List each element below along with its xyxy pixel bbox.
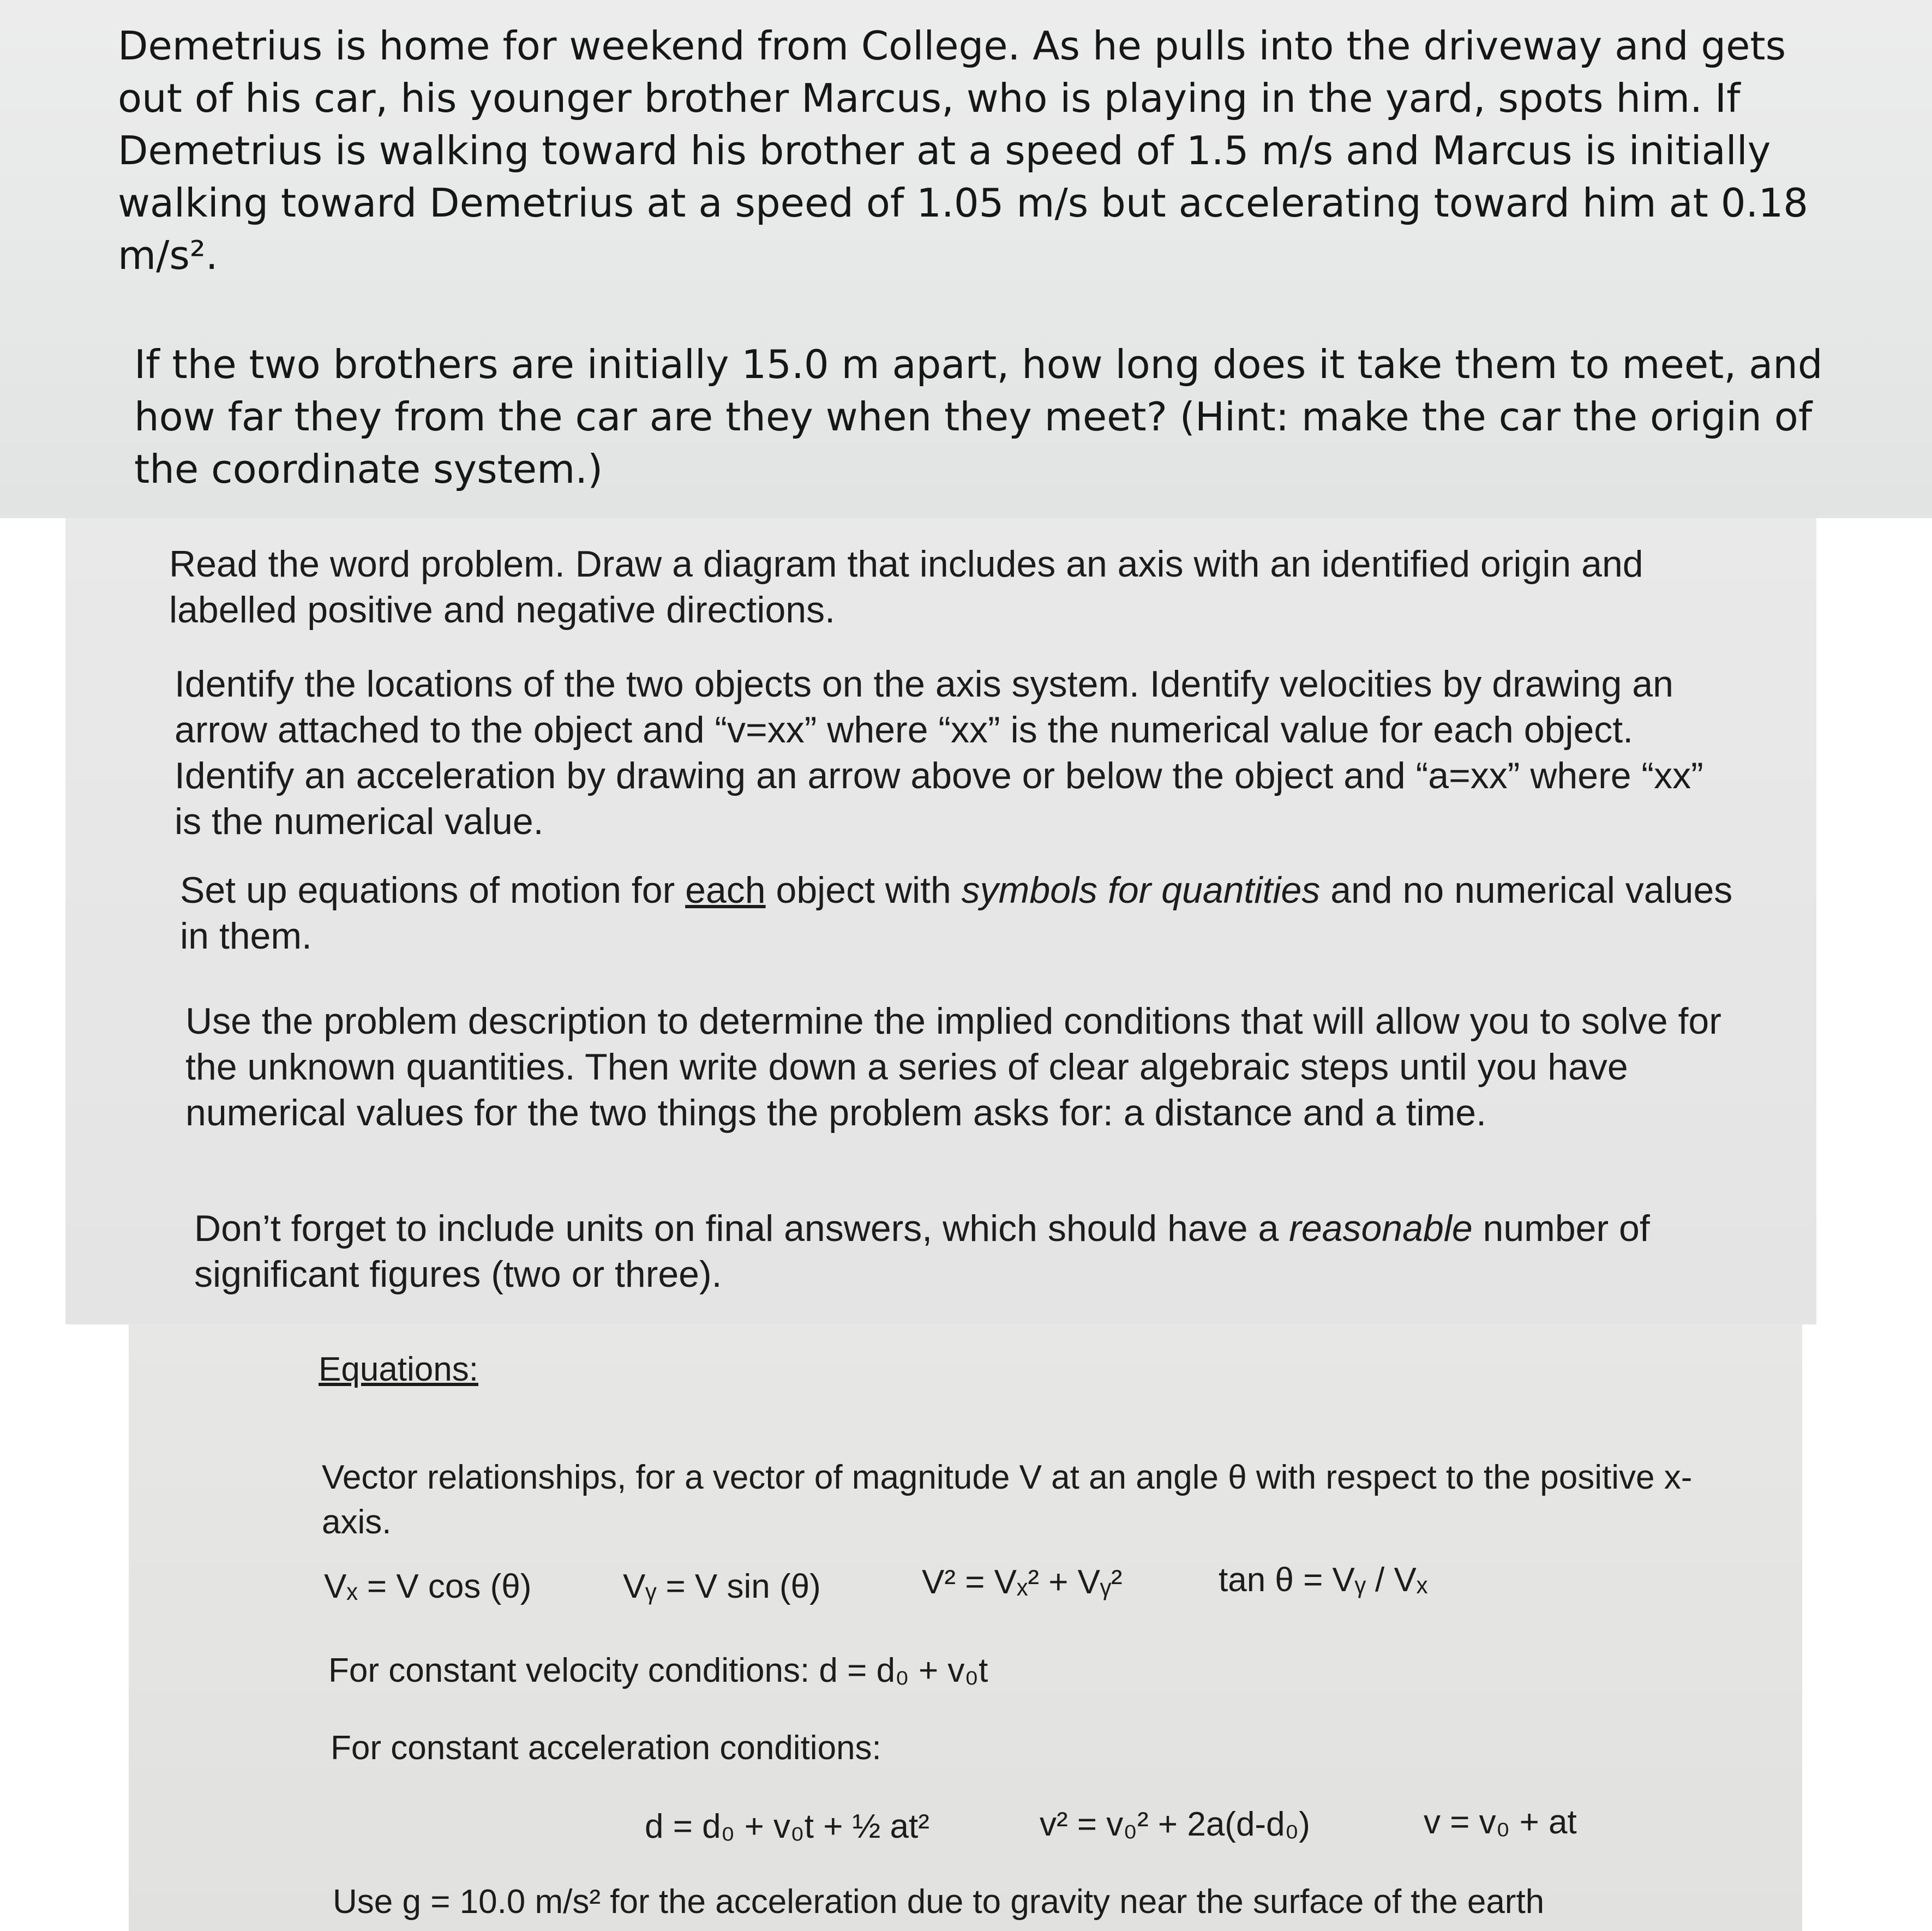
instruction-step-5-text-b: number of significant figures (two or three).	[194, 1208, 1650, 1295]
constant-velocity-equation: For constant velocity conditions: d = d₀ + v₀t	[328, 1652, 988, 1689]
constant-acceleration-label: For constant acceleration conditions:	[331, 1729, 881, 1767]
instruction-step-3-text-a: Set up equations of motion for	[180, 869, 686, 911]
instruction-step-1: Read the word problem. Draw a diagram that includes an axis with an identified origin and labelled positive and negative directions.	[169, 543, 1643, 631]
instruction-step-5-italic: reasonable	[1289, 1208, 1473, 1249]
equations-heading: Equations:	[319, 1351, 478, 1388]
equation-velocity-squared-accel: v² = v₀² + 2a(d-d₀)	[1040, 1806, 1310, 1843]
instruction-step-3-underlined: each	[685, 869, 766, 911]
instruction-step-3-italic: symbols for quantities	[961, 869, 1321, 911]
equation-displacement-accel: d = d₀ + v₀t + ½ at²	[645, 1808, 929, 1845]
equation-vy: Vᵧ = V sin (θ)	[623, 1568, 821, 1605]
problem-paragraph-2: If the two brothers are initially 15.0 m apart, how long does it take them to meet, and how far they from the car are they when they meet? (Hint: make the car the origin of the coordinate system.)	[134, 341, 1823, 492]
instruction-step-2: Identify the locations of the two objects on the axis system. Identify velocities by drawing an arrow attached to the object and “v=xx” where “xx” is the numerical value for each object. Identify an acceleration by drawing an arrow above or below the object and “a=xx” where “xx” is the numerical value.	[175, 663, 1703, 842]
instruction-step-4: Use the problem description to determine the implied conditions that will allow you to solve for the unknown quantities. Then write down a series of clear algebraic steps until you have numerical values for the two things the problem asks for: a distance and a time.	[185, 1000, 1721, 1134]
problem-paragraph-1: Demetrius is home for weekend from College. As he pulls into the driveway and gets out of his car, his younger brother Marcus, who is playing in the yard, spots him. If Demetrius is walking toward his brother at a speed of 1.5 m/s and Marcus is initially walking toward Demetrius at a speed of 1.05 m/s but accelerating toward him at 0.18 m/s².	[118, 23, 1809, 278]
instruction-step-5-text-a: Don’t forget to include units on final answers, which should have a	[194, 1208, 1289, 1249]
equation-vx: Vₓ = V cos (θ)	[324, 1568, 532, 1605]
problem-panel	[0, 0, 1932, 518]
instruction-step-3	[180, 867, 1740, 959]
equations-panel	[129, 1324, 1802, 1931]
instructions-panel	[65, 518, 1816, 1324]
instruction-step-3-text-b: object with	[765, 869, 962, 911]
instruction-step-3-text-c: and no numerical values in them.	[180, 869, 1733, 957]
equation-tan-theta: tan θ = Vᵧ / Vₓ	[1219, 1561, 1428, 1599]
equation-v-squared: V² = Vₓ² + Vᵧ²	[922, 1563, 1123, 1601]
gravity-note: Use g = 10.0 m/s² for the acceleration due to gravity near the surface of the earth	[333, 1883, 1545, 1921]
instruction-step-5	[194, 1206, 1776, 1297]
equation-velocity-accel: v = v₀ + at	[1424, 1803, 1577, 1841]
vector-relationships-intro: Vector relationships, for a vector of magnitude V at an angle θ with respect to the positive x-axis.	[322, 1459, 1693, 1541]
